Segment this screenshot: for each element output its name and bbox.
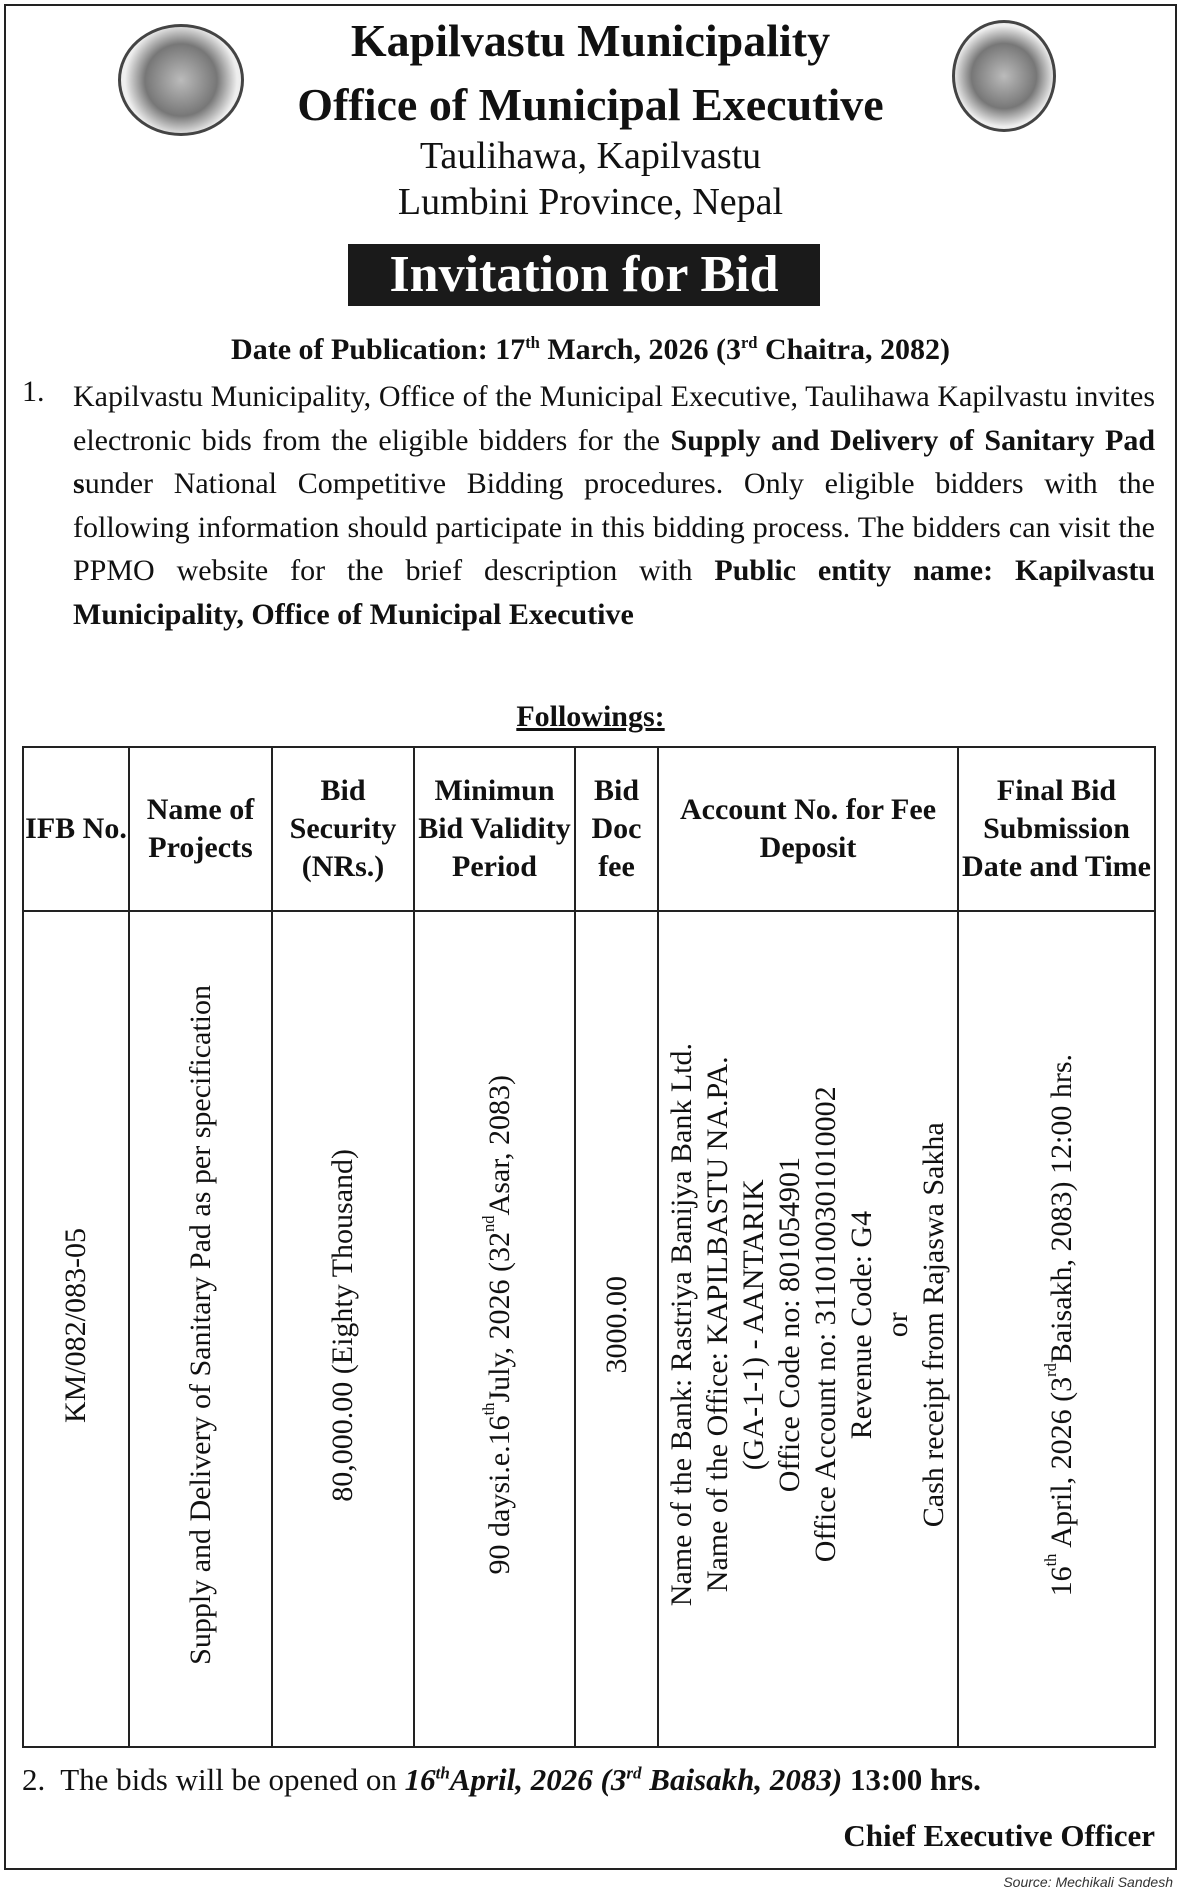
cell-ifb: KM/082/083-05 xyxy=(59,1227,92,1423)
cell-fee: 3000.00 xyxy=(599,1276,633,1374)
signature-title: Chief Executive Officer xyxy=(843,1818,1155,1853)
header-fee: Bid Doc fee xyxy=(575,747,658,911)
header-security: Bid Security (NRs.) xyxy=(272,747,414,911)
cell-account: Name of the Bank: Rastriya Banijya Bank Ltd. Name of the Office: KAPILBASTU NA.PA. (GA-1-1) - AANTARIK Office Code no: 801054901 Office Account no: 3110100301010002 Revenue Code: G4 or Cash receipt from Rajaswa Sakha xyxy=(665,1043,950,1607)
source-credit: Source: Mechikali Sandesh xyxy=(1003,1874,1173,1890)
title-municipality: Kapilvastu Municipality xyxy=(350,15,831,66)
bid-opening-line: 2. The bids will be opened on 16thApril, 2026 (3rd Baisakh, 2083) 13:00 hrs. xyxy=(22,1762,981,1797)
address-line-2: Lumbini Province, Nepal xyxy=(397,181,784,223)
cell-deadline: 16th April, 2026 (3rdBaisakh, 2083) 12:00 hrs. xyxy=(1041,1053,1078,1597)
table-header-row xyxy=(23,747,1155,911)
cell-security: 80,000.00 (Eighty Thousand) xyxy=(326,1148,359,1502)
paragraph-1: Kapilvastu Municipality, Office of the Municipal Executive, Taulihawa Kapilvastu invites electronic bids from the eligible bidders for the Supply and Delivery of Sanitary Pad sunder National Competitive Bidding procedures. Only eligible bidders with the following information should participate in this bidding process. The bidders can visit the PPMO website for the brief description with Public entity name: Kapilvastu Municipality, Office of Municipal Executive xyxy=(73,380,1156,631)
publication-date: Date of Publication: 17th March, 2026 (3rd Chaitra, 2082) xyxy=(231,333,950,366)
bid-table xyxy=(22,746,1156,1748)
address-line-1: Taulihawa, Kapilvastu xyxy=(419,135,762,177)
header-ifb: IFB No. xyxy=(23,747,129,911)
header-validity: Minimun Bid Validity Period xyxy=(414,747,575,911)
header-account: Account No. for Fee Deposit xyxy=(658,747,958,911)
table-row xyxy=(23,911,1155,1747)
header-deadline: Final Bid Submission Date and Time xyxy=(958,747,1155,911)
header-projects: Name of Projects xyxy=(129,747,272,911)
cell-project: Supply and Delivery of Sanitary Pad as per specification xyxy=(183,985,217,1665)
para-number-1: 1. xyxy=(22,375,45,408)
followings-heading: Followings: xyxy=(516,700,665,733)
invitation-banner: Invitation for Bid xyxy=(348,244,820,306)
cell-validity: 90 daysi.e.16thJuly, 2026 (32ndAsar, 2083) xyxy=(479,1075,516,1575)
title-office: Office of Municipal Executive xyxy=(297,79,884,130)
